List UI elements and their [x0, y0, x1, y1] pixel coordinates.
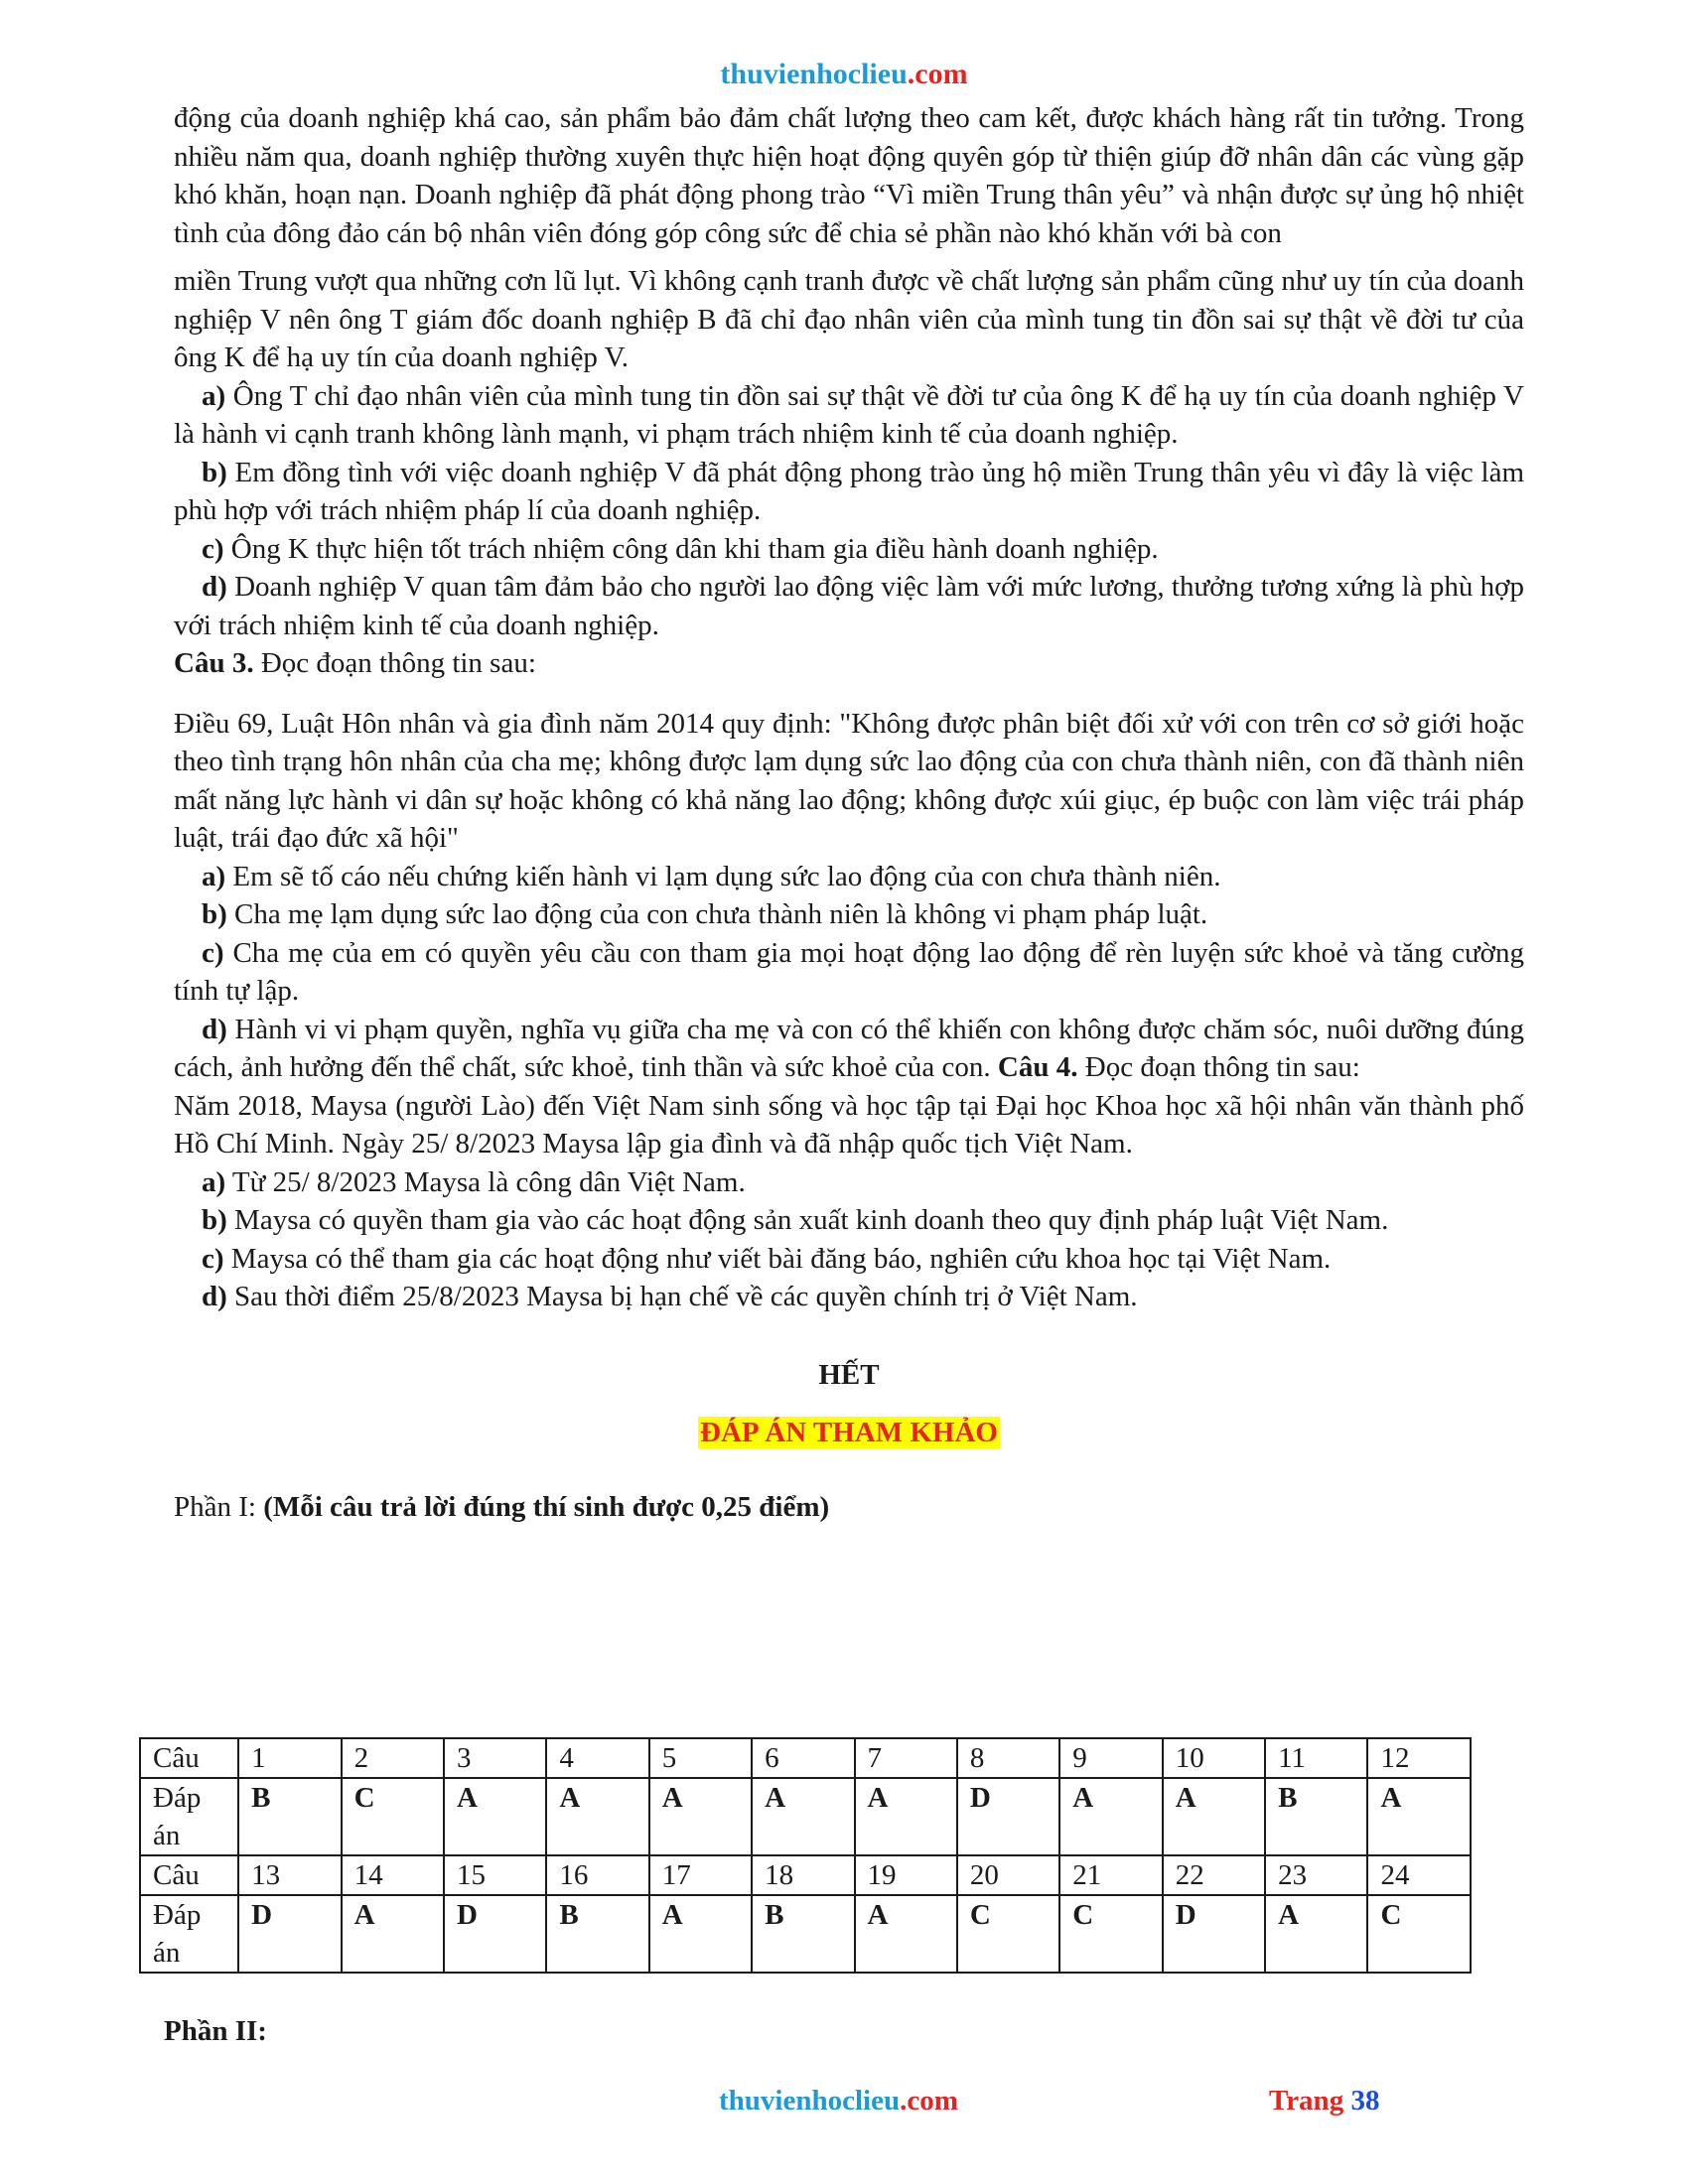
question-number: 18: [752, 1855, 854, 1895]
option-text: Em sẽ tố cáo nếu chứng kiến hành vi lạm dụng sức lao động của con chưa thành niên.: [232, 860, 1221, 892]
row-label-question: Câu: [140, 1855, 238, 1895]
option-letter: b): [202, 456, 227, 488]
table-row: [140, 1778, 1471, 1855]
row-label-answer-line1: Đáp: [153, 1782, 202, 1814]
site-header[interactable]: [0, 58, 1688, 91]
answer-key-title: [174, 1414, 1524, 1452]
row-label-answer-line1: Đáp: [153, 1899, 202, 1931]
option-text: Maysa có thể tham gia các hoạt động như viết bài đăng báo, nghiên cứu khoa học tại Việt Nam.: [230, 1242, 1332, 1275]
part1-heading: [174, 1488, 1524, 1527]
header-brand-domain: .com: [907, 58, 968, 90]
page-number: [1269, 2085, 1379, 2117]
option-text: Ông K thực hiện tốt trách nhiệm công dân khi tham gia điều hành doanh nghiệp.: [230, 532, 1159, 565]
header-brand-name: thuvienhoclieu: [720, 58, 908, 90]
answer-cell: A: [444, 1778, 546, 1855]
question-number: 22: [1163, 1855, 1265, 1895]
document-body: [174, 99, 1524, 1526]
option-letter: b): [202, 898, 227, 930]
option-text: Hành vi vi phạm quyền, nghĩa vụ giữa cha mẹ và con có thể khiến con không được chăm sóc, nuôi dưỡng đúng cách, ảnh hưởng đến thể chất, sức khoẻ, tinh thần và sức khoẻ của con.: [174, 1013, 1525, 1083]
answer-cell: A: [342, 1895, 444, 1973]
option-item: [174, 568, 1524, 644]
question-number: 4: [546, 1738, 648, 1778]
option-item: [174, 1278, 1524, 1316]
option-item: [174, 530, 1524, 569]
question-passage: Điều 69, Luật Hôn nhân và gia đình năm 2014 quy định: "Không được phân biệt đối xử với con trên cơ sở giới hoặc theo tình trạng hôn nhân của cha mẹ; không được lạm dụng sức lao động của con chưa thành niên, con đã thành niên mất năng lực hành vi dân sự hoặc không có khả năng lao động; không được xúi giục, ép buộc con làm việc trái pháp luật, trái đạo đức xã hội": [174, 707, 1524, 854]
option-item: [174, 454, 1524, 530]
option-item: [174, 1201, 1524, 1240]
answer-cell: A: [649, 1778, 752, 1855]
question-heading: [174, 644, 1524, 683]
option-text: Em đồng tình với việc doanh nghiệp V đã phát động phong trào ủng hộ miền Trung thân yêu vì đây là việc làm phù hợp với trách nhiệm pháp lí của doanh nghiệp.: [174, 456, 1525, 526]
question-number: 24: [1367, 1855, 1471, 1895]
option-text: Cha mẹ lạm dụng sức lao động của con chưa thành niên là không vi phạm pháp luật.: [234, 898, 1208, 930]
question-number: 15: [444, 1855, 546, 1895]
option-item: [174, 858, 1524, 896]
answer-cell: D: [238, 1895, 341, 1973]
question-number: 1: [238, 1738, 341, 1778]
answer-cell: A: [1059, 1778, 1162, 1855]
option-text: Doanh nghiệp V quan tâm đảm bảo cho người lao động việc làm với mức lương, thưởng tương xứng là phù hợp với trách nhiệm kinh tế của doanh nghiệp.: [174, 571, 1524, 641]
question-number: 12: [1367, 1738, 1471, 1778]
option-item: [174, 1011, 1524, 1087]
answer-cell: A: [855, 1895, 957, 1973]
option-text: Maysa có quyền tham gia vào các hoạt động sản xuất kinh doanh theo quy định pháp luật Việt Nam.: [234, 1204, 1389, 1236]
page-label: Trang: [1269, 2085, 1344, 2116]
option-letter: d): [202, 571, 227, 603]
option-letter: b): [202, 1204, 227, 1236]
answer-cell: B: [752, 1895, 854, 1973]
answer-key-title-text: ĐÁP ÁN THAM KHẢO: [700, 1417, 998, 1448]
question-number: 8: [957, 1738, 1059, 1778]
footer-brand-link[interactable]: [719, 2085, 958, 2117]
question-label: Câu 4.: [997, 1051, 1078, 1083]
option-text: Cha mẹ của em có quyền yêu cầu con tham gia mọi hoạt động lao động để rèn luyện sức khoẻ và tăng cường tính tự lập.: [174, 936, 1525, 1007]
question-prompt: Đọc đoạn thông tin sau:: [260, 647, 536, 679]
answer-cell: D: [957, 1778, 1059, 1855]
footer-brand-domain: .com: [900, 2085, 958, 2116]
option-letter: c): [202, 936, 224, 969]
question-number: 3: [444, 1738, 546, 1778]
question-prompt: Đọc đoạn thông tin sau:: [1084, 1051, 1360, 1083]
row-label-answer: [140, 1895, 238, 1973]
option-text: Từ 25/ 8/2023 Maysa là công dân Việt Nam.: [231, 1165, 746, 1198]
option-letter: d): [202, 1013, 227, 1045]
answer-cell: C: [957, 1895, 1059, 1973]
table-row: [140, 1738, 1471, 1778]
question-number: 7: [855, 1738, 957, 1778]
question-number: 14: [342, 1855, 444, 1895]
answer-cell: A: [1163, 1778, 1265, 1855]
row-label-answer-line2: án: [153, 1937, 181, 1969]
question-number: 6: [752, 1738, 854, 1778]
question-number: 17: [649, 1855, 752, 1895]
question-number: 9: [1059, 1738, 1162, 1778]
answer-cell: A: [546, 1778, 648, 1855]
paragraph: miền Trung vượt qua những cơn lũ lụt. Vì không cạnh tranh được về chất lượng sản phẩm cũng như uy tín của doanh nghiệp V nên ông T giám đốc doanh nghiệp B đã chỉ đạo nhân viên của mình tung tin đồn sai sự thật về đời tư của ông K để hạ uy tín của doanh nghiệp V.: [174, 265, 1524, 373]
table-row: [140, 1895, 1471, 1973]
footer-brand-name: thuvienhoclieu: [719, 2085, 901, 2116]
answer-cell: A: [752, 1778, 854, 1855]
question-number: 2: [342, 1738, 444, 1778]
option-text: Ông T chỉ đạo nhân viên của mình tung tin đồn sai sự thật về đời tư của ông K để hạ uy tín của doanh nghiệp V là hành vi cạnh tranh không lành mạnh, vi phạm trách nhiệm kinh tế của doanh nghiệp.: [174, 379, 1524, 450]
paragraph: động của doanh nghiệp khá cao, sản phẩm bảo đảm chất lượng theo cam kết, được khách hàng rất tin tưởng. Trong nhiều năm qua, doanh nghiệp thường xuyên thực hiện hoạt động quyên góp từ thiện giúp đỡ nhân dân các vùng gặp khó khăn, hoạn nạn. Doanh nghiệp đã phát động phong trào “Vì miền Trung thân yêu” và nhận được sự ủng hộ nhiệt tình của đông đảo cán bộ nhân viên đóng góp công sức để chia sẻ phần nào khó khăn với bà con: [174, 102, 1524, 249]
part1-note: (Mỗi câu trả lời đúng thí sinh được 0,25 điểm): [263, 1490, 830, 1523]
option-text: Sau thời điểm 25/8/2023 Maysa bị hạn chế về các quyền chính trị ở Việt Nam.: [234, 1281, 1138, 1312]
answer-cell: C: [1059, 1895, 1162, 1973]
option-letter: a): [202, 860, 226, 892]
answer-cell: C: [1367, 1895, 1471, 1973]
answer-cell: A: [649, 1895, 752, 1973]
question-number: 5: [649, 1738, 752, 1778]
question-number: 20: [957, 1855, 1059, 1895]
row-label-question: Câu: [140, 1738, 238, 1778]
answer-table: [139, 1737, 1472, 1974]
question-number: 13: [238, 1855, 341, 1895]
option-letter: a): [202, 1165, 226, 1198]
answer-cell: C: [342, 1778, 444, 1855]
question-number: 23: [1265, 1855, 1367, 1895]
option-letter: a): [202, 379, 226, 412]
part1-label: Phần I:: [174, 1490, 256, 1523]
question-passage: Năm 2018, Maysa (người Lào) đến Việt Nam sinh sống và học tập tại Đại học Khoa học xã hội nhân văn thành phố Hồ Chí Minh. Ngày 25/ 8/2023 Maysa lập gia đình và đã nhập quốc tịch Việt Nam.: [174, 1089, 1524, 1160]
question-number: 19: [855, 1855, 957, 1895]
answer-cell: B: [1265, 1778, 1367, 1855]
answer-cell: D: [1163, 1895, 1265, 1973]
part2-heading: Phần II:: [164, 2015, 267, 2047]
answer-cell: A: [1367, 1778, 1471, 1855]
option-item: [174, 1163, 1524, 1202]
option-item: [174, 934, 1524, 1011]
option-item: [174, 377, 1524, 454]
table-row: [140, 1855, 1471, 1895]
end-marker: HẾT: [818, 1358, 880, 1391]
answer-cell: B: [238, 1778, 341, 1855]
answer-cell: A: [1265, 1895, 1367, 1973]
question-number: 21: [1059, 1855, 1162, 1895]
option-letter: d): [202, 1281, 227, 1312]
page-number-value: 38: [1350, 2085, 1380, 2116]
answer-cell: A: [855, 1778, 957, 1855]
question-label: Câu 3.: [174, 647, 254, 679]
option-letter: c): [202, 532, 224, 565]
row-label-answer-line2: án: [153, 1820, 181, 1851]
option-item: [174, 1240, 1524, 1279]
option-letter: c): [202, 1242, 224, 1275]
question-number: 16: [546, 1855, 648, 1895]
answer-cell: D: [444, 1895, 546, 1973]
question-number: 10: [1163, 1738, 1265, 1778]
question-number: 11: [1265, 1738, 1367, 1778]
option-item: [174, 895, 1524, 934]
row-label-answer: [140, 1778, 238, 1855]
answer-cell: B: [546, 1895, 648, 1973]
